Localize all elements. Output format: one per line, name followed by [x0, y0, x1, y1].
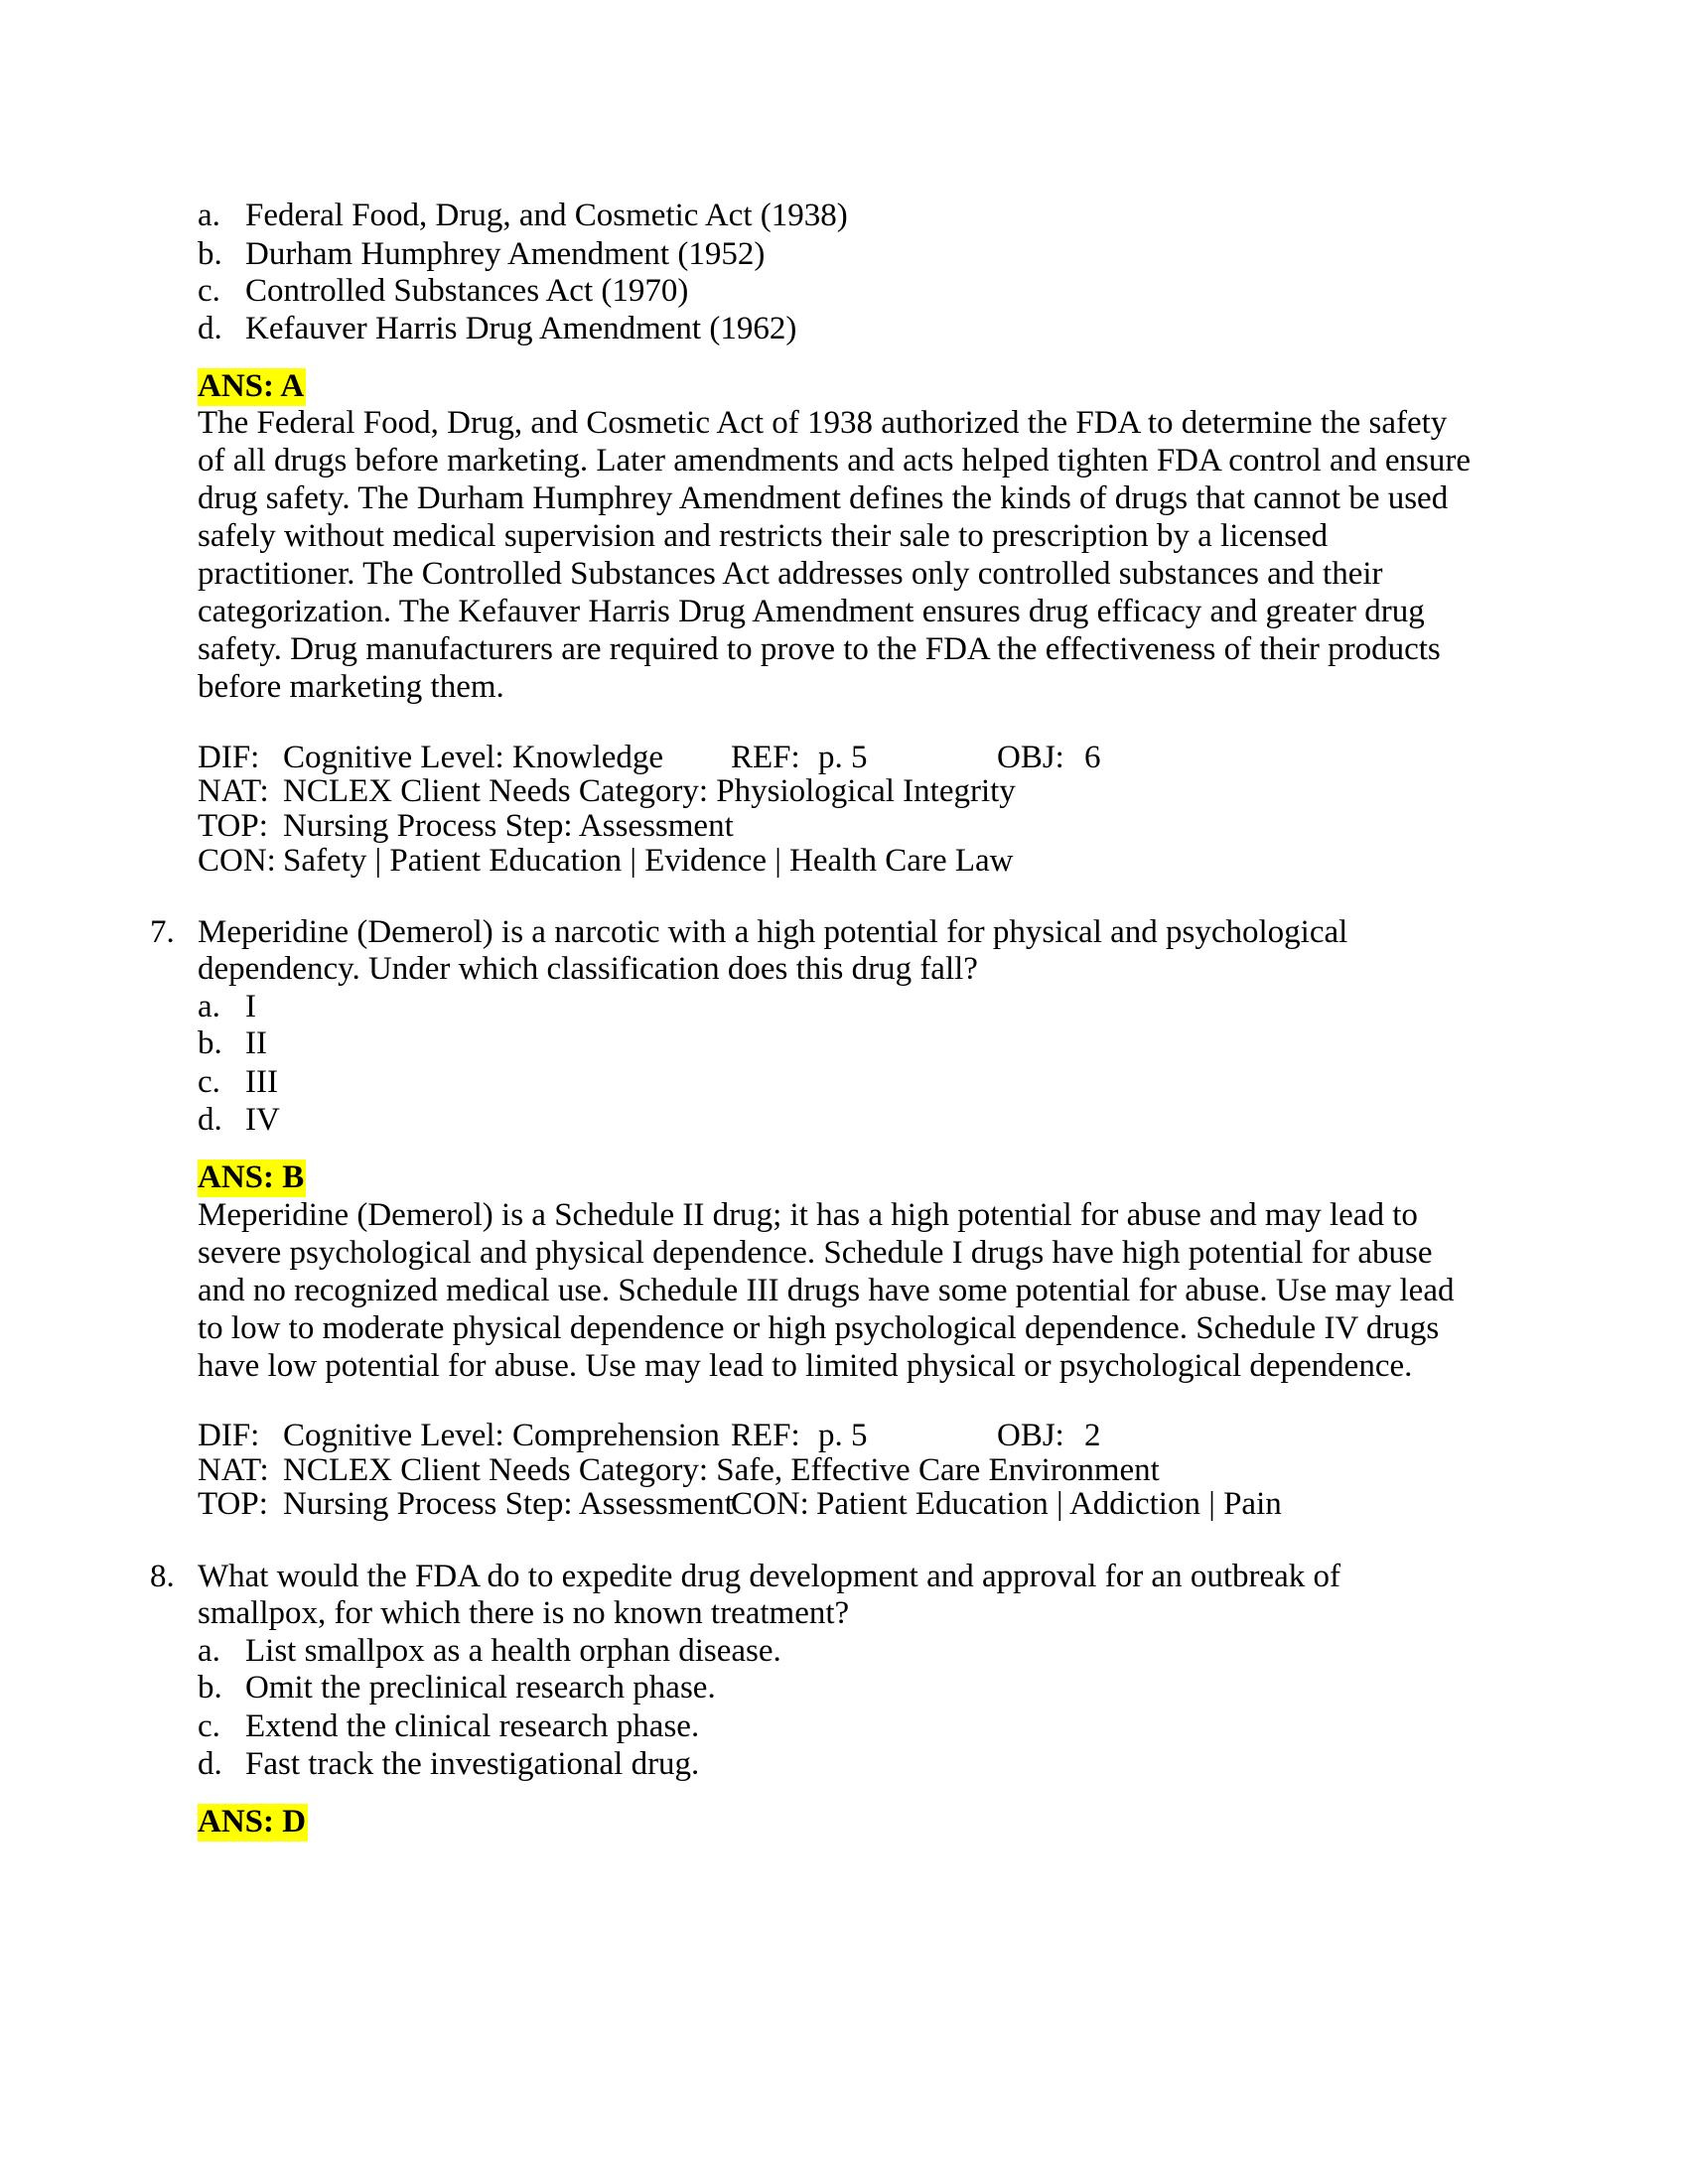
- dif-line: DIF: Cognitive Level: Comprehension REF: p. 5 OBJ: 2: [198, 1418, 1101, 1453]
- answer-highlight: ANS: D: [198, 1804, 307, 1840]
- option-d: d. Kefauver Harris Drug Amendment (1962): [198, 311, 797, 346]
- answer-highlight: ANS: A: [198, 368, 305, 404]
- top-con-line: TOP: Nursing Process Step: Assessment CON: Patient Education | Addiction | Pain: [198, 1486, 1282, 1522]
- option-b: b. II: [198, 1025, 267, 1061]
- nat-line: NAT: NCLEX Client Needs Category: Safe, Effective Care Environment: [198, 1452, 1160, 1488]
- rationale-line: severe psychological and physical dependence. Schedule I drugs have high potential for abuse: [198, 1235, 1433, 1271]
- top-line: TOP: Nursing Process Step: Assessment: [198, 808, 734, 844]
- question-text: dependency. Under which classification does this drug fall?: [198, 951, 978, 987]
- option-a: a. I: [198, 989, 256, 1024]
- question-text: smallpox, for which there is no known treatment?: [198, 1595, 850, 1631]
- question-number: 7.: [150, 914, 175, 950]
- nat-line: NAT: NCLEX Client Needs Category: Physiological Integrity: [198, 773, 1016, 809]
- option-b: b. Durham Humphrey Amendment (1952): [198, 236, 766, 272]
- rationale-line: drug safety. The Durham Humphrey Amendment defines the kinds of drugs that cannot be used: [198, 480, 1449, 516]
- option-b: b. Omit the preclinical research phase.: [198, 1670, 716, 1706]
- option-c: c. Controlled Substances Act (1970): [198, 273, 689, 309]
- rationale-line: practitioner. The Controlled Substances Act addresses only controlled substances and their: [198, 556, 1383, 592]
- dif-line: DIF: Cognitive Level: Knowledge REF: p. 5 OBJ: 6: [198, 740, 1101, 775]
- answer-highlight: ANS: B: [198, 1160, 305, 1195]
- question-text: 7. Meperidine (Demerol) is a narcotic with a high potential for physical and psychological: [150, 914, 1348, 950]
- rationale-line: of all drugs before marketing. Later amendments and acts helped tighten FDA control and ensure: [198, 443, 1472, 478]
- rationale-line: to low to moderate physical dependence or high psychological dependence. Schedule IV drugs: [198, 1310, 1440, 1346]
- option-c: c. Extend the clinical research phase.: [198, 1708, 700, 1744]
- rationale-line: categorization. The Kefauver Harris Drug Amendment ensures drug efficacy and greater drug: [198, 594, 1425, 629]
- option-a: a. List smallpox as a health orphan disease.: [198, 1633, 781, 1669]
- option-d: d. IV: [198, 1102, 280, 1138]
- option-c: c. III: [198, 1064, 278, 1100]
- rationale-line: before marketing them.: [198, 669, 504, 705]
- rationale-line: Meperidine (Demerol) is a Schedule II drug; it has a high potential for abuse and may lead to: [198, 1197, 1418, 1233]
- question-number: 8.: [150, 1559, 175, 1594]
- rationale-line: and no recognized medical use. Schedule III drugs have some potential for abuse. Use may lead: [198, 1273, 1455, 1308]
- con-line: CON: Safety | Patient Education | Evidence | Health Care Law: [198, 843, 1014, 879]
- option-d: d. Fast track the investigational drug.: [198, 1746, 700, 1782]
- rationale-line: The Federal Food, Drug, and Cosmetic Act of 1938 authorized the FDA to determine the safety: [198, 405, 1448, 441]
- question-text: 8. What would the FDA do to expedite drug development and approval for an outbreak of: [150, 1559, 1341, 1594]
- rationale-line: safely without medical supervision and restricts their sale to prescription by a licensed: [198, 518, 1329, 554]
- option-a: a. Federal Food, Drug, and Cosmetic Act (1938): [198, 198, 848, 233]
- rationale-line: safety. Drug manufacturers are required to prove to the FDA the effectiveness of their products: [198, 631, 1441, 667]
- rationale-line: have low potential for abuse. Use may lead to limited physical or psychological dependence.: [198, 1348, 1413, 1384]
